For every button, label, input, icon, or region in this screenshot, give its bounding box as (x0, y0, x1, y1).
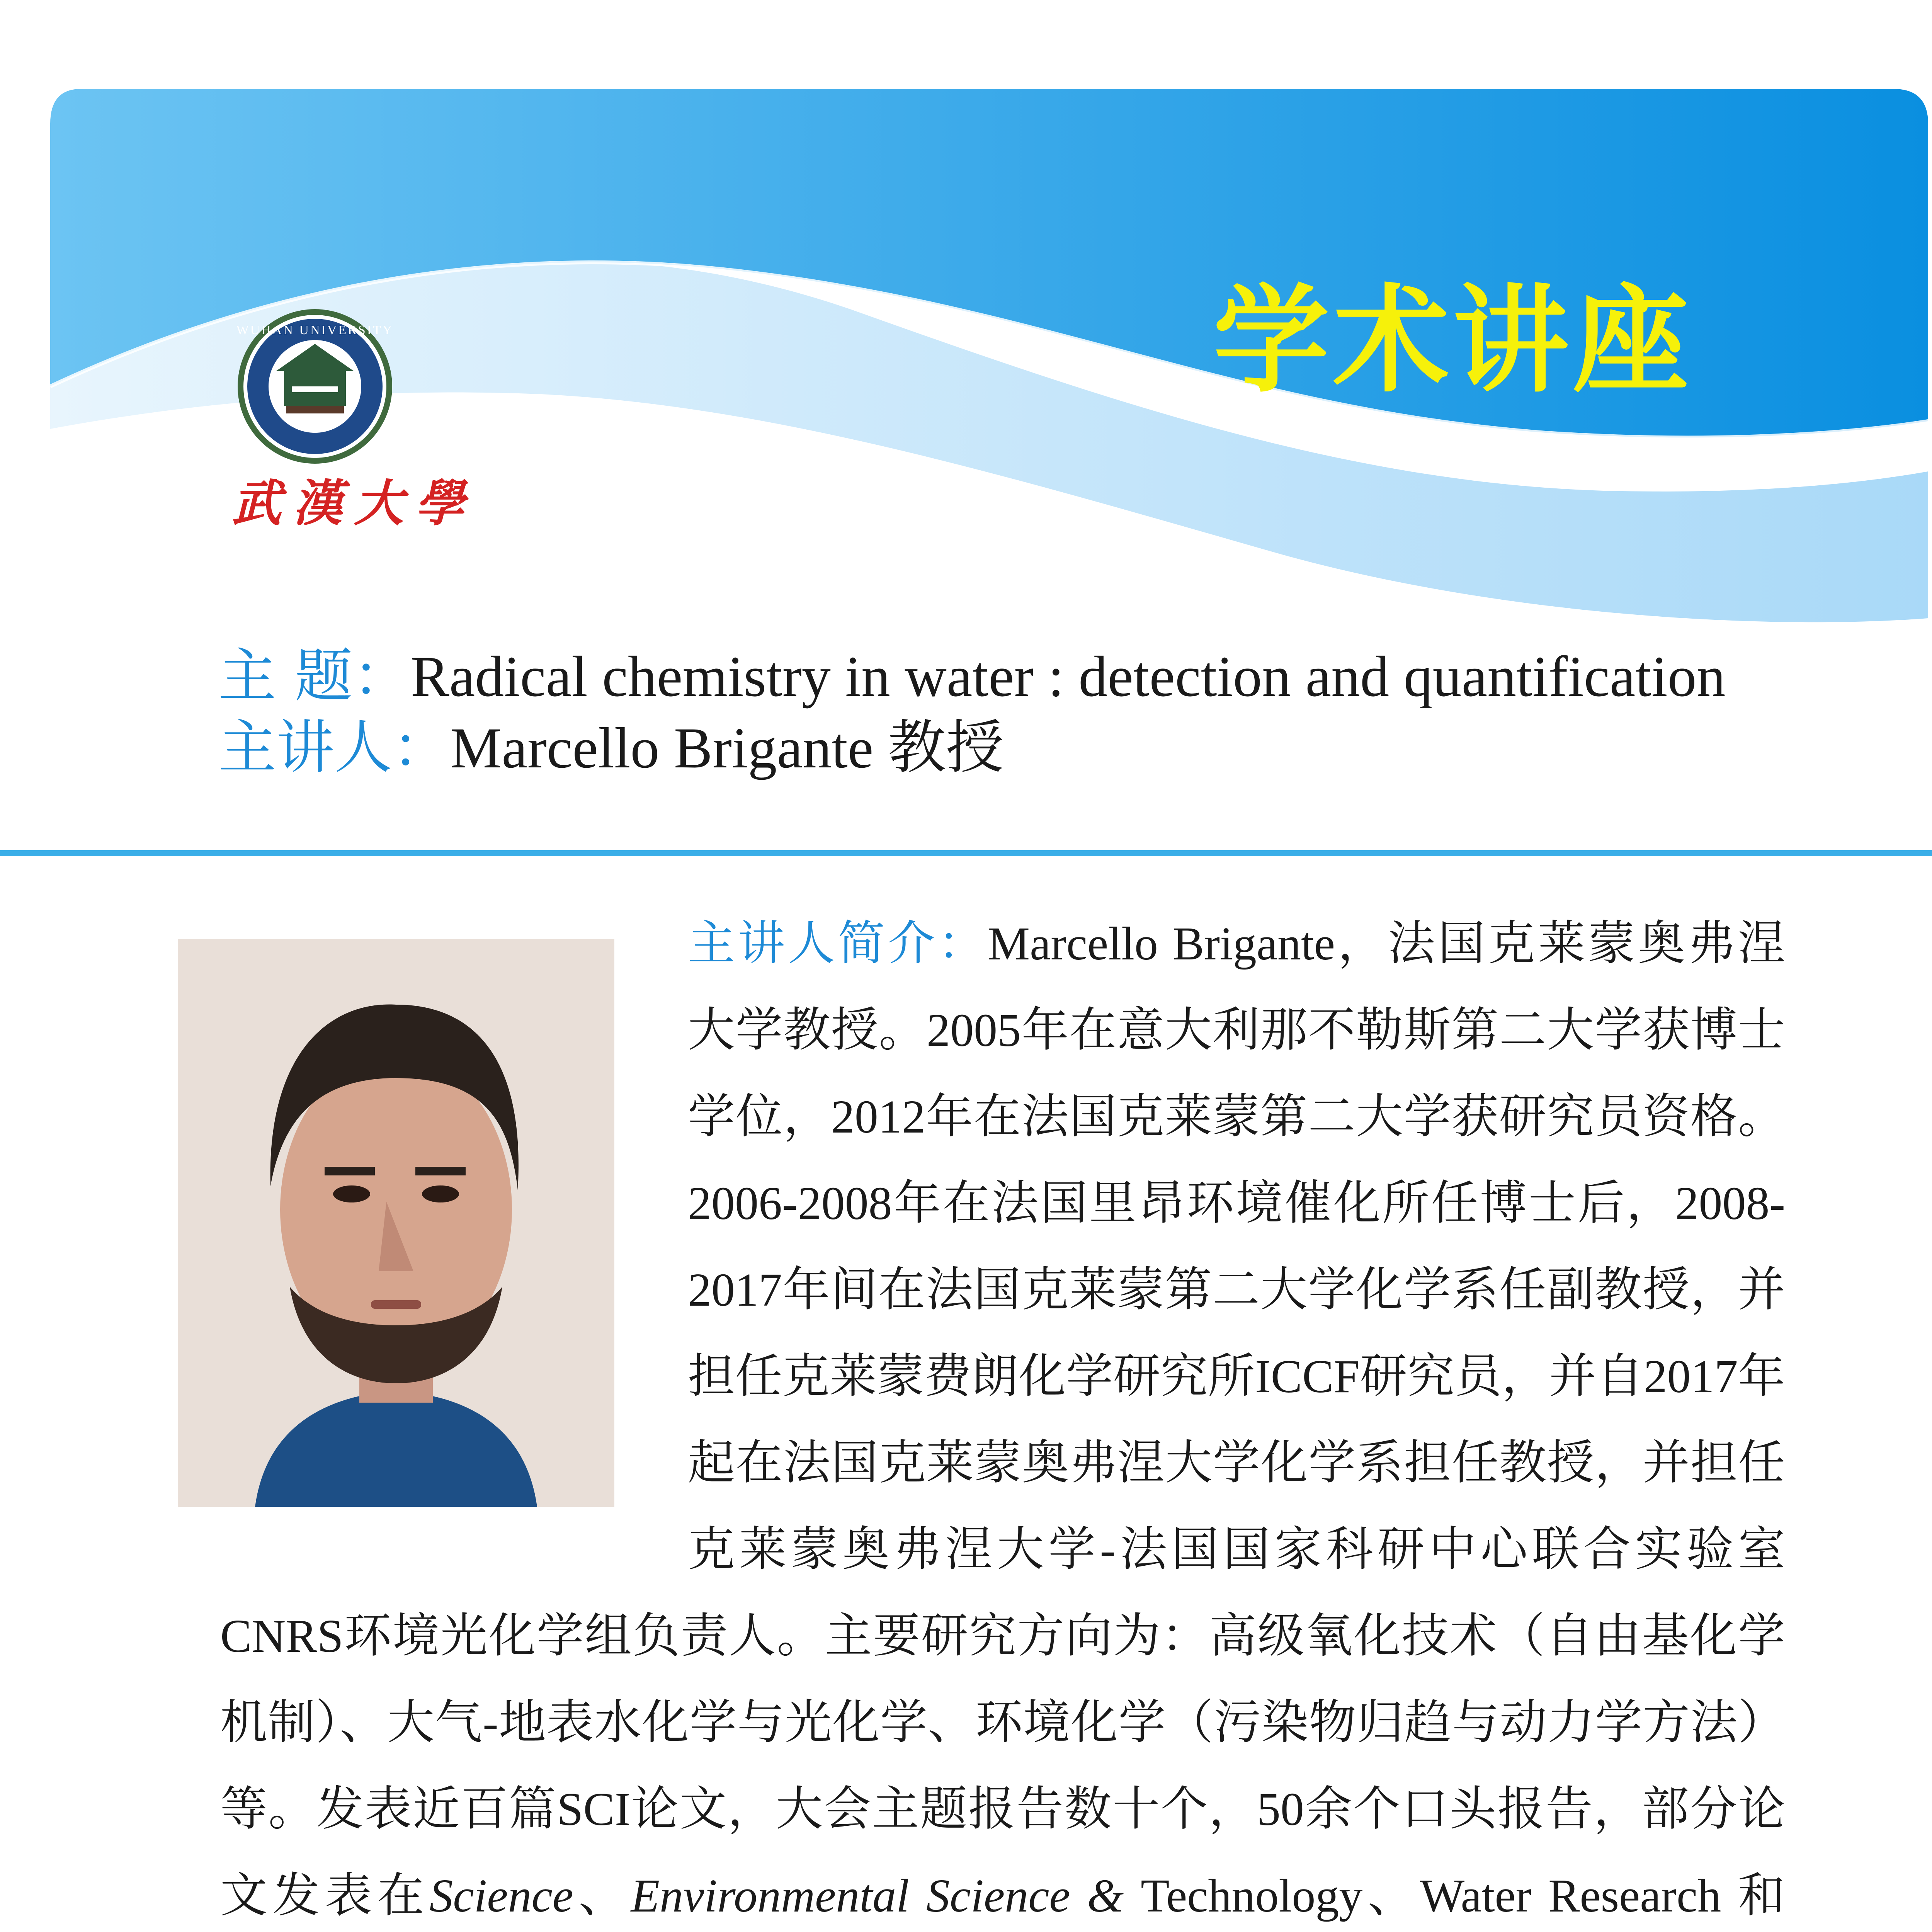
speaker-value: Marcello Brigante 教授 (450, 716, 1004, 780)
speaker-bio (220, 900, 1785, 1932)
journal-science: Science (429, 1870, 573, 1922)
bio-text: 地表水化学与光化学、环境化学（污染物归趋与动力学方法）等。发表近百篇 (220, 1695, 1786, 1836)
bio-text: 余个口头报告，部分论文发表在 (220, 1781, 1786, 1923)
bio-label: 主讲人简介： (688, 916, 988, 971)
bio-text: ICCF (1255, 1350, 1360, 1403)
bio-text: 2006-2008 (688, 1177, 892, 1230)
bio-text: 年在法国里昂环境催化所任博士后， (892, 1175, 1675, 1230)
journal-water-research: Water Research (1420, 1870, 1738, 1922)
bio-text: 、 (573, 1868, 631, 1923)
bio-text: SCI (557, 1783, 631, 1835)
bio-text: 环境光化学组负责人。主要研究方向为：高级氧化技术（自由基化学机制）、大气 (220, 1608, 1785, 1750)
bio-text: 年在意大利那不勒斯第二大学获博士学位， (688, 1002, 1786, 1144)
bio-text: 论文，大会主题报告数十个， (630, 1781, 1257, 1836)
bio-text: - (1100, 1524, 1116, 1576)
speaker-label: 主讲人： (218, 714, 451, 781)
topic-line (218, 643, 1726, 710)
bio-text: 年起在法国克莱蒙奥弗涅大学化学系担任教授，并担任克莱蒙奥弗涅大学 (688, 1349, 1786, 1577)
photo-spacer (220, 900, 657, 1542)
bio-text: 2005 (927, 1004, 1021, 1056)
bio-text: 2008-2017 (688, 1177, 1785, 1316)
bio-text: 年在法国克莱蒙第二大学获研究员资格。 (925, 1089, 1786, 1144)
bio-text: 、 (1362, 1868, 1420, 1923)
university-logo (236, 309, 394, 464)
bio-text: 2012 (831, 1091, 925, 1143)
university-name: 武漢大學 (232, 474, 476, 532)
bio-text: 和 (1738, 1868, 1786, 1923)
bio-text: 法国国家科研中心联合实验室 (1116, 1522, 1786, 1577)
bio-text: ，法国克莱蒙奥弗涅大学教授。 (688, 916, 1786, 1057)
topic-value: Radical chemistry in water : detection and quantification (410, 645, 1726, 709)
logo-text: WUHAN UNIVERSITY (236, 323, 394, 337)
poster-title: 学术讲座 (1213, 273, 1692, 408)
bio-text: Technology (1141, 1870, 1363, 1922)
bio-text: 50 (1257, 1783, 1304, 1835)
bio-text: - (483, 1697, 498, 1749)
top-divider (0, 850, 1932, 856)
bio-text: 年间在法国克莱蒙第二大学化学系任副教授，并担任克莱蒙费朗化学研究所 (688, 1262, 1785, 1403)
bio-text: Marcello Brigante (988, 918, 1335, 970)
bio-text: 研究员，并自 (1360, 1349, 1644, 1403)
journal-est: Environmental Science & (631, 1870, 1141, 1922)
topic-label: 主 题： (218, 643, 411, 710)
bio-text: CNRS (220, 1610, 344, 1662)
speaker-line (218, 714, 1004, 781)
bio-text: 2017 (1643, 1350, 1738, 1403)
